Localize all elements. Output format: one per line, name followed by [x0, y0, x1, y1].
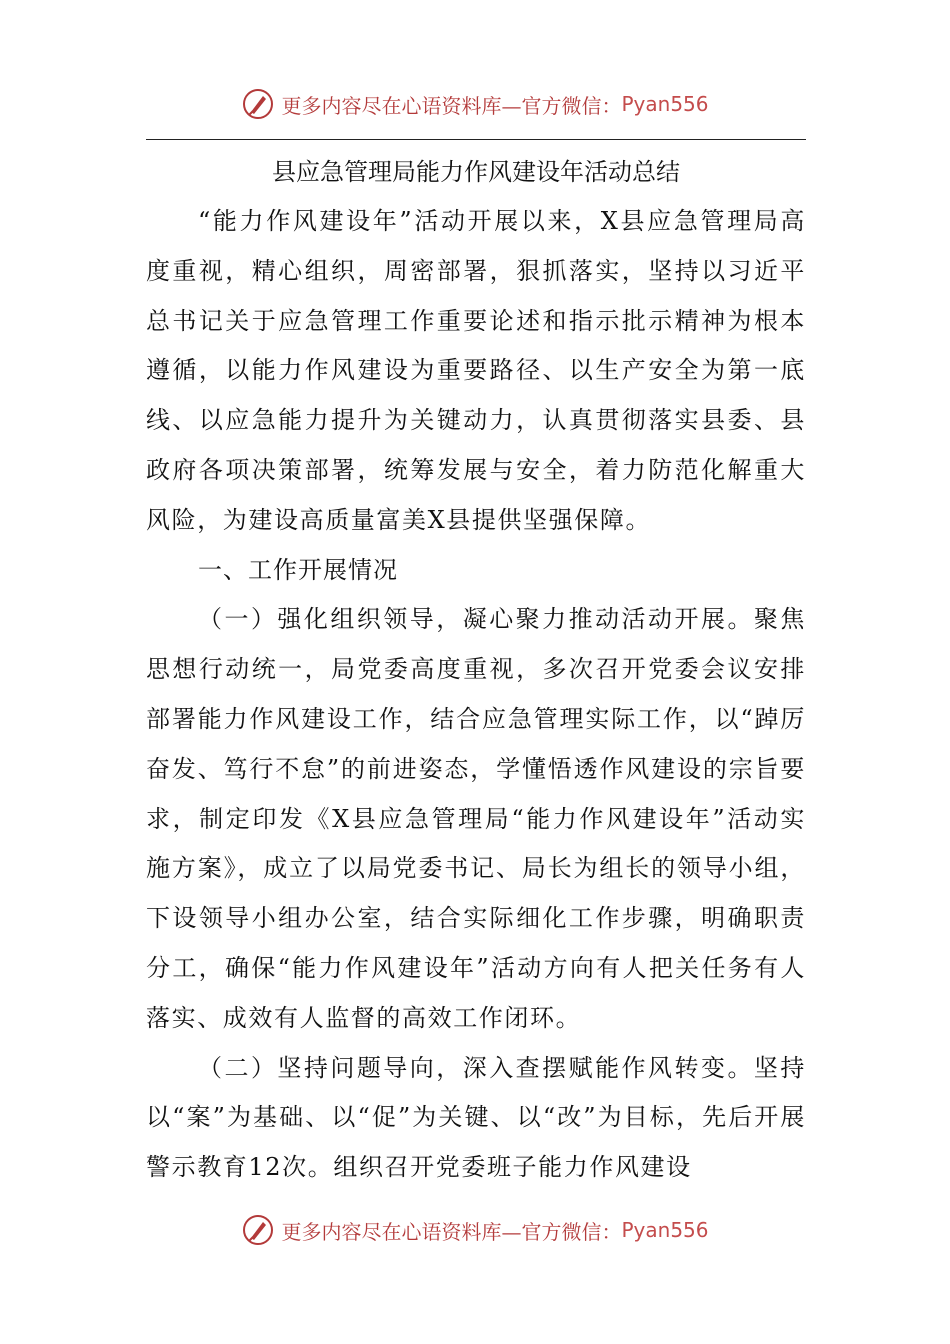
quill-pen-logo-icon [241, 1213, 275, 1247]
intro-paragraph: “能力作风建设年”活动开展以来，X县应急管理局高度重视，精心组织，周密部署，狠抓落实，坚持以习近平总书记关于应急管理工作重要论述和指示批示精神为根本遵循，以能力作风建设为重要路径、以生产安全为第一底线、以应急能力提升为关键动力，认真贯彻落实县委、县政府各项决策部署，统筹发展与安全，着力防范化解重大风险，为建设高质量富美X县提供坚强保障。 [146, 207, 806, 534]
quill-pen-logo-icon [241, 87, 275, 121]
section-heading: 一、工作开展情况 [198, 555, 398, 584]
section-paragraph-1: （一）强化组织领导，凝心聚力推动活动开展。聚焦思想行动统一，局党委高度重视，多次召开党委会议安排部署能力作风建设工作，结合应急管理实际工作，以“踔厉奋发、笃行不怠”的前进姿态，学懂悟透作风建设的宗旨要求，制定印发《X县应急管理局“能力作风建设年”活动实施方案》，成立了以局党委书记、局长为组长的领导小组，下设领导小组办公室，结合实际细化工作步骤，明确职责分工，确保“能力作风建设年”活动方向有人把关任务有人落实、成效有人监督的高效工作闭环。 [146, 605, 806, 1032]
section-paragraph-2: （二）坚持问题导向，深入查摆赋能作风转变。坚持以“案”为基础、以“促”为关键、以“改”为目标，先后开展警示教育12次。组织召开党委班子能力作风建设 [146, 1053, 806, 1182]
header-divider [146, 139, 806, 140]
watermark-handle: Pyan556 [621, 92, 709, 116]
watermark-header [0, 84, 950, 124]
watermark-handle: Pyan556 [621, 1218, 709, 1242]
watermark-text: 更多内容尽在心语资料库—官方微信： [281, 93, 622, 118]
watermark-text: 更多内容尽在心语资料库—官方微信： [281, 1219, 622, 1244]
watermark-footer [0, 1210, 950, 1250]
document-body [146, 197, 806, 1193]
document-title: 县应急管理局能力作风建设年活动总结 [272, 158, 680, 186]
